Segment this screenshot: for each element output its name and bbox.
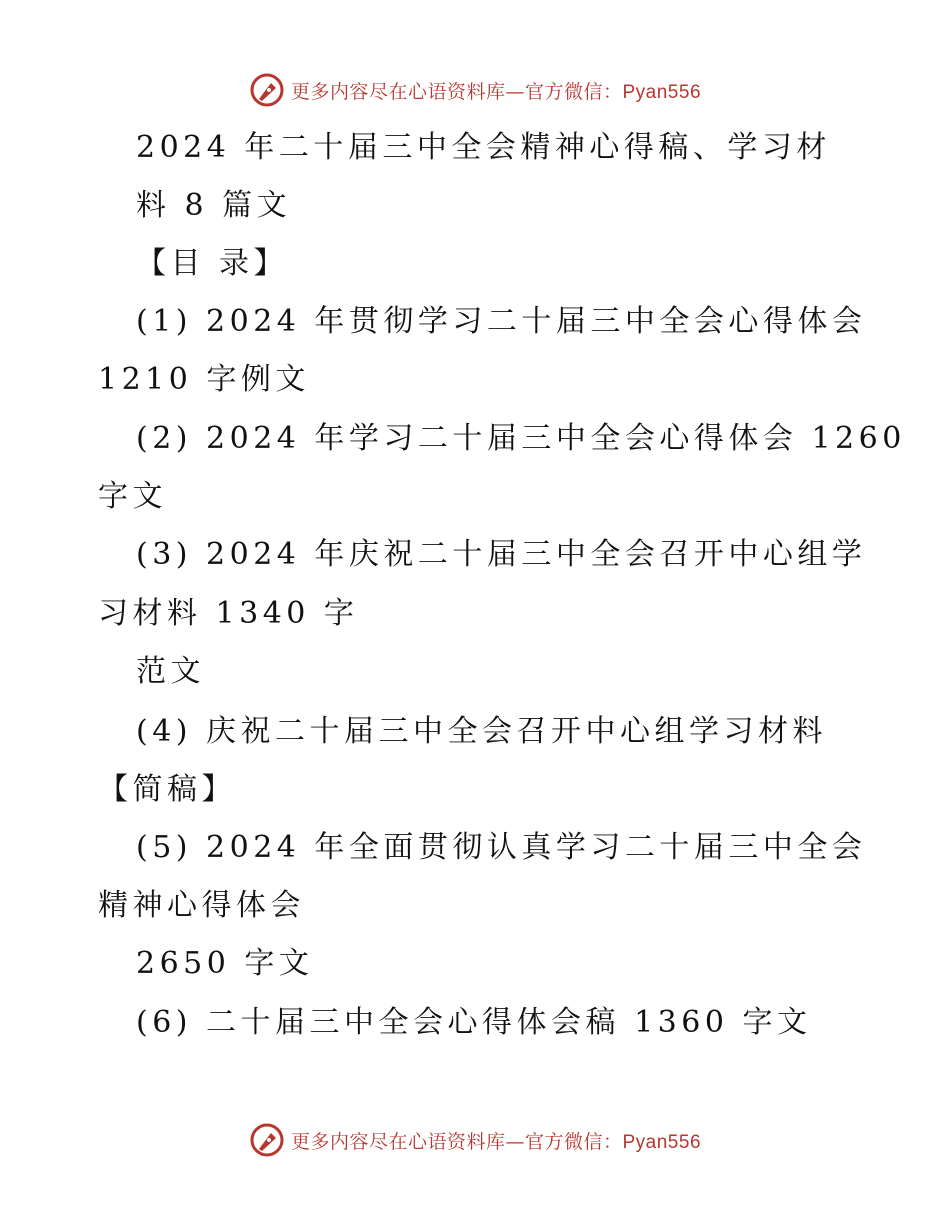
toc-entry-line: 1210 字例文 [98, 362, 310, 397]
header-banner [0, 70, 950, 110]
footer-banner [0, 1120, 950, 1160]
toc-entry-line: (2) 2024 年学习二十届三中全会心得体会 1260 [136, 421, 906, 456]
pen-nib-circle-icon [249, 1122, 285, 1158]
toc-entry-line: (6) 二十届三中全会心得体会稿 1360 字文 [136, 1005, 812, 1040]
toc-entry-line: 精神心得体会 [98, 888, 305, 923]
header-banner-text: 更多内容尽在心语资料库—官方微信：Pyan556 [290, 80, 702, 103]
toc-entry-line: 习材料 1340 字 [98, 596, 359, 631]
toc-entry-line: 2650 字文 [136, 946, 314, 981]
wechat-id: Pyan556 [622, 81, 702, 103]
toc-heading: 【目 录】 [136, 246, 289, 281]
footer-banner-text: 更多内容尽在心语资料库—官方微信：Pyan556 [290, 1130, 702, 1153]
toc-entry-line: (4) 庆祝二十届三中全会召开中心组学习材料 [136, 714, 828, 749]
pen-nib-circle-icon [249, 72, 285, 108]
toc-entry-line: 字文 [98, 479, 167, 514]
toc-entry-line: (3) 2024 年庆祝二十届三中全会召开中心组学 [136, 537, 867, 572]
doc-title-line-1: 2024 年二十届三中全会精神心得稿、学习材 [136, 130, 831, 165]
doc-title-line-2: 料 8 篇文 [136, 188, 292, 223]
toc-entry-line: 范文 [136, 654, 205, 689]
toc-entry-line: 【简稿】 [98, 772, 236, 807]
toc-entry-line: (1) 2024 年贯彻学习二十届三中全会心得体会 [136, 304, 867, 339]
wechat-id: Pyan556 [622, 1131, 702, 1153]
toc-entry-line: (5) 2024 年全面贯彻认真学习二十届三中全会 [136, 830, 867, 865]
